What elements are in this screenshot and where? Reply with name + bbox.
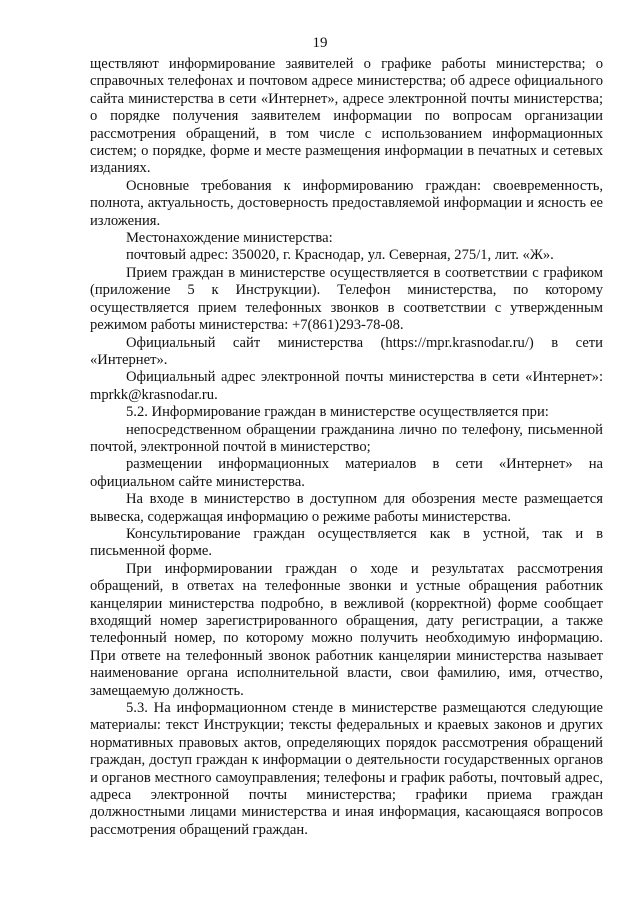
page-number: 19 bbox=[312, 35, 328, 51]
paragraph: размещении информационных материалов в сети «Интернет» на официальном сайте министерства. bbox=[90, 456, 603, 490]
paragraph: Основные требования к информированию граждан: своевременность, полнота, актуальность, достоверность предоставляемой информации и ясность ее изложения. bbox=[90, 177, 603, 229]
paragraph: Официальный сайт министерства (https://mpr.krasnodar.ru/) в сети «Интернет». bbox=[90, 334, 603, 368]
paragraph: 5.3. На информационном стенде в министерстве размещаются следующие материалы: текст Инструкции; тексты федеральных и краевых законов и других нормативных правовых актов, определяющих порядок рассмотрения обращений граждан, доступ граждан к информации о деятельности государственных органов и органов местного самоуправления; телефоны и график работы, почтовый адрес, адреса электронной почты министерства; графики приема граждан должностными лицами министерства и иная информация, касающаяся вопросов рассмотрения обращений граждан. bbox=[90, 700, 603, 838]
paragraph: непосредственном обращении гражданина лично по телефону, письменной почтой, электронной почтой в министерство; bbox=[90, 421, 603, 455]
document-body bbox=[90, 56, 603, 839]
paragraph: Прием граждан в министерстве осуществляется в соответствии с графиком (приложение 5 к Инструкции). Телефон министерства, по которому осуществляется прием телефонных звонков в соответствии с утвержденным режимом работы министерства: +7(861)293-78-08. bbox=[90, 264, 603, 334]
paragraph: Консультирование граждан осуществляется как в устной, так и в письменной форме. bbox=[90, 525, 603, 560]
paragraph: 5.2. Информирование граждан в министерстве осуществляется при: bbox=[126, 404, 549, 421]
paragraph: При информировании граждан о ходе и результатах рассмотрения обращений, в ответах на телефонные звонки и устные обращения работник канцелярии министерства подробно, в вежливой (корректной) форме сообщает входящий номер зарегистрированного обращения, дату регистрации, а также телефонный номер, по которому можно получить необходимую информацию. При ответе на телефонный звонок работник канцелярии министерства называет наименование органа исполнительной власти, свои фамилию, имя, отчество, замещаемую должность. bbox=[90, 560, 603, 699]
paragraph: почтовый адрес: 350020, г. Краснодар, ул. Северная, 275/1, лит. «Ж». bbox=[126, 247, 554, 264]
paragraph: ществляют информирование заявителей о графике работы министерства; о справочных телефонах и почтовом адресе министерства; об адресе официального сайта министерства в сети «Интернет», адресе электронной почты министерства; о порядке получения заявителем информации по вопросам организации рассмотрения обращений, в том числе с использованием информационных систем; о порядке, форме и месте размещения информации в печатных и сетевых изданиях. bbox=[90, 56, 603, 177]
paragraph: На входе в министерство в доступном для обозрения месте размещается вывеска, содержащая информацию о режиме работы министерства. bbox=[90, 491, 603, 525]
paragraph: Официальный адрес электронной почты министерства в сети «Интернет»: mprkk@krasnodar.ru. bbox=[90, 369, 603, 403]
paragraph: Местонахождение министерства: bbox=[126, 230, 333, 247]
